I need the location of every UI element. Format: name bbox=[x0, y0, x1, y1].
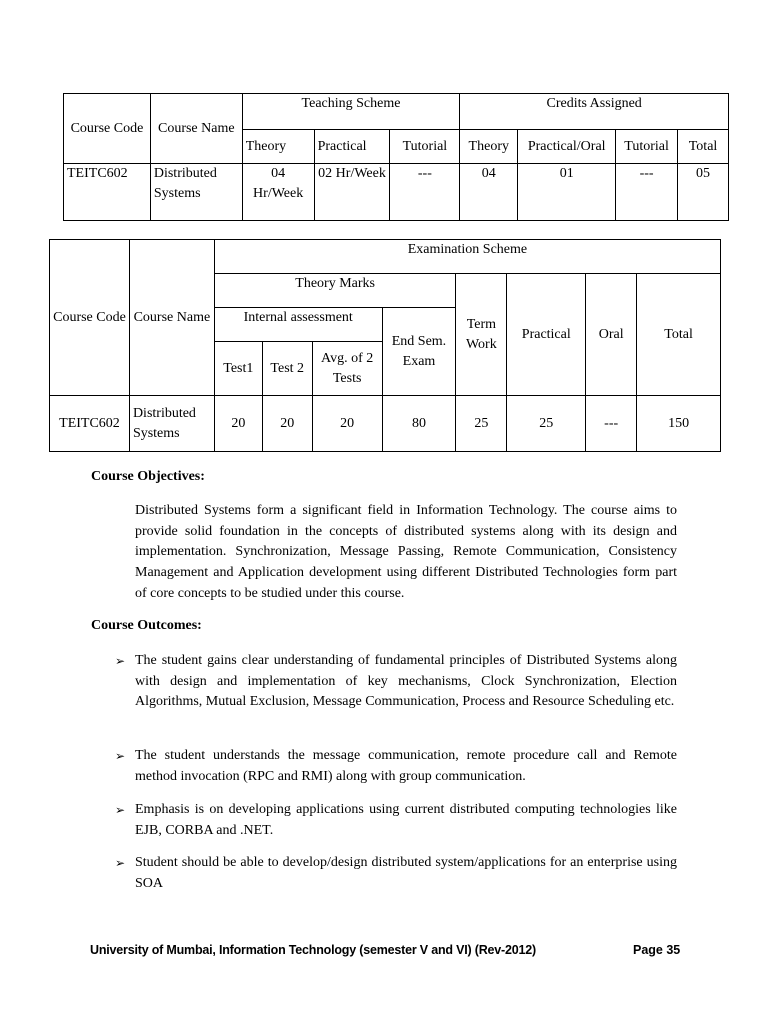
header-oral: Oral bbox=[586, 274, 637, 396]
outcome-text: Student should be able to develop/design distributed system/applications for an enterprise using SOA bbox=[135, 855, 677, 891]
header-examination-scheme: Examination Scheme bbox=[214, 240, 720, 274]
cell-practical-hours: 02 Hr/Week bbox=[314, 164, 390, 221]
header-total: Total bbox=[637, 274, 721, 396]
course-outcomes-heading: Course Outcomes: bbox=[91, 618, 202, 633]
header-practical-oral: Practical/Oral bbox=[518, 130, 616, 164]
cell-theory-hours: 04 Hr/Week bbox=[242, 164, 314, 221]
cell-course-name: Distributed Systems bbox=[150, 164, 242, 221]
header-end-sem-exam: End Sem. Exam bbox=[382, 308, 456, 396]
header-course-code: Course Code bbox=[64, 94, 151, 164]
header-practical: Practical bbox=[314, 130, 390, 164]
header-test1: Test1 bbox=[214, 342, 262, 396]
arrow-bullet-icon: ➢ bbox=[115, 856, 126, 870]
outcome-item bbox=[115, 853, 677, 894]
arrow-bullet-icon: ➢ bbox=[115, 654, 126, 668]
cell-course-name: Distributed Systems bbox=[129, 396, 214, 452]
header-term-work: Term Work bbox=[456, 274, 507, 396]
cell-total: 150 bbox=[637, 396, 721, 452]
header-credit-theory: Theory bbox=[460, 130, 518, 164]
cell-tutorial: --- bbox=[390, 164, 460, 221]
course-objectives-heading: Course Objectives: bbox=[91, 469, 205, 484]
course-objectives-text: Distributed Systems form a significant field in Information Technology. The course aims to provide solid foundation in the concepts of distributed systems along with its design and implementation. Synchronization, Message Passing, Remote Communication, Consistency Management and Application development using different Distributed Technologies form part of core concepts to be studied under this course. bbox=[135, 503, 677, 601]
header-credit-tutorial: Tutorial bbox=[616, 130, 678, 164]
arrow-bullet-icon: ➢ bbox=[115, 749, 126, 763]
cell-oral: --- bbox=[586, 396, 637, 452]
header-internal-assessment: Internal assessment bbox=[214, 308, 382, 342]
teaching-scheme-table bbox=[63, 93, 729, 221]
arrow-bullet-icon: ➢ bbox=[115, 803, 126, 817]
cell-credit-tutorial: --- bbox=[616, 164, 678, 221]
cell-practical: 25 bbox=[507, 396, 586, 452]
cell-practical-oral: 01 bbox=[518, 164, 616, 221]
cell-credit-total: 05 bbox=[678, 164, 729, 221]
header-tutorial: Tutorial bbox=[390, 130, 460, 164]
header-theory-marks: Theory Marks bbox=[214, 274, 456, 308]
outcome-text: The student gains clear understanding of fundamental principles of Distributed Systems along with design and implementation of key mechanisms, Clock Synchronization, Election Algorithms, Mutual Exclusion, Message Communication, Process and Resource Scheduling etc. bbox=[135, 653, 677, 710]
header-teaching-scheme: Teaching Scheme bbox=[242, 94, 460, 130]
header-course-name: Course Name bbox=[129, 240, 214, 396]
header-total: Total bbox=[678, 130, 729, 164]
header-practical: Practical bbox=[507, 274, 586, 396]
header-test2: Test 2 bbox=[262, 342, 312, 396]
outcome-text: The student understands the message communication, remote procedure call and Remote method invocation (RPC and RMI) along with group communication. bbox=[135, 748, 677, 784]
header-course-name: Course Name bbox=[150, 94, 242, 164]
header-theory: Theory bbox=[242, 130, 314, 164]
outcome-item bbox=[115, 651, 677, 713]
cell-course-code: TEITC602 bbox=[64, 164, 151, 221]
header-course-code: Course Code bbox=[50, 240, 130, 396]
cell-avg: 20 bbox=[312, 396, 382, 452]
examination-scheme-table bbox=[49, 239, 721, 452]
header-avg-tests: Avg. of 2 Tests bbox=[312, 342, 382, 396]
cell-term-work: 25 bbox=[456, 396, 507, 452]
footer-page-number: Page 35 bbox=[633, 943, 681, 957]
outcome-item bbox=[115, 800, 677, 841]
outcome-text: Emphasis is on developing applications using current distributed computing technologies like EJB, CORBA and .NET. bbox=[135, 802, 677, 838]
cell-course-code: TEITC602 bbox=[50, 396, 130, 452]
cell-test2: 20 bbox=[262, 396, 312, 452]
footer-university: University of Mumbai, Information Technology (semester V and VI) (Rev-2012) bbox=[90, 943, 536, 957]
cell-end-sem: 80 bbox=[382, 396, 456, 452]
cell-test1: 20 bbox=[214, 396, 262, 452]
header-credits-assigned: Credits Assigned bbox=[460, 94, 729, 130]
cell-credit-theory: 04 bbox=[460, 164, 518, 221]
outcome-item bbox=[115, 746, 677, 787]
